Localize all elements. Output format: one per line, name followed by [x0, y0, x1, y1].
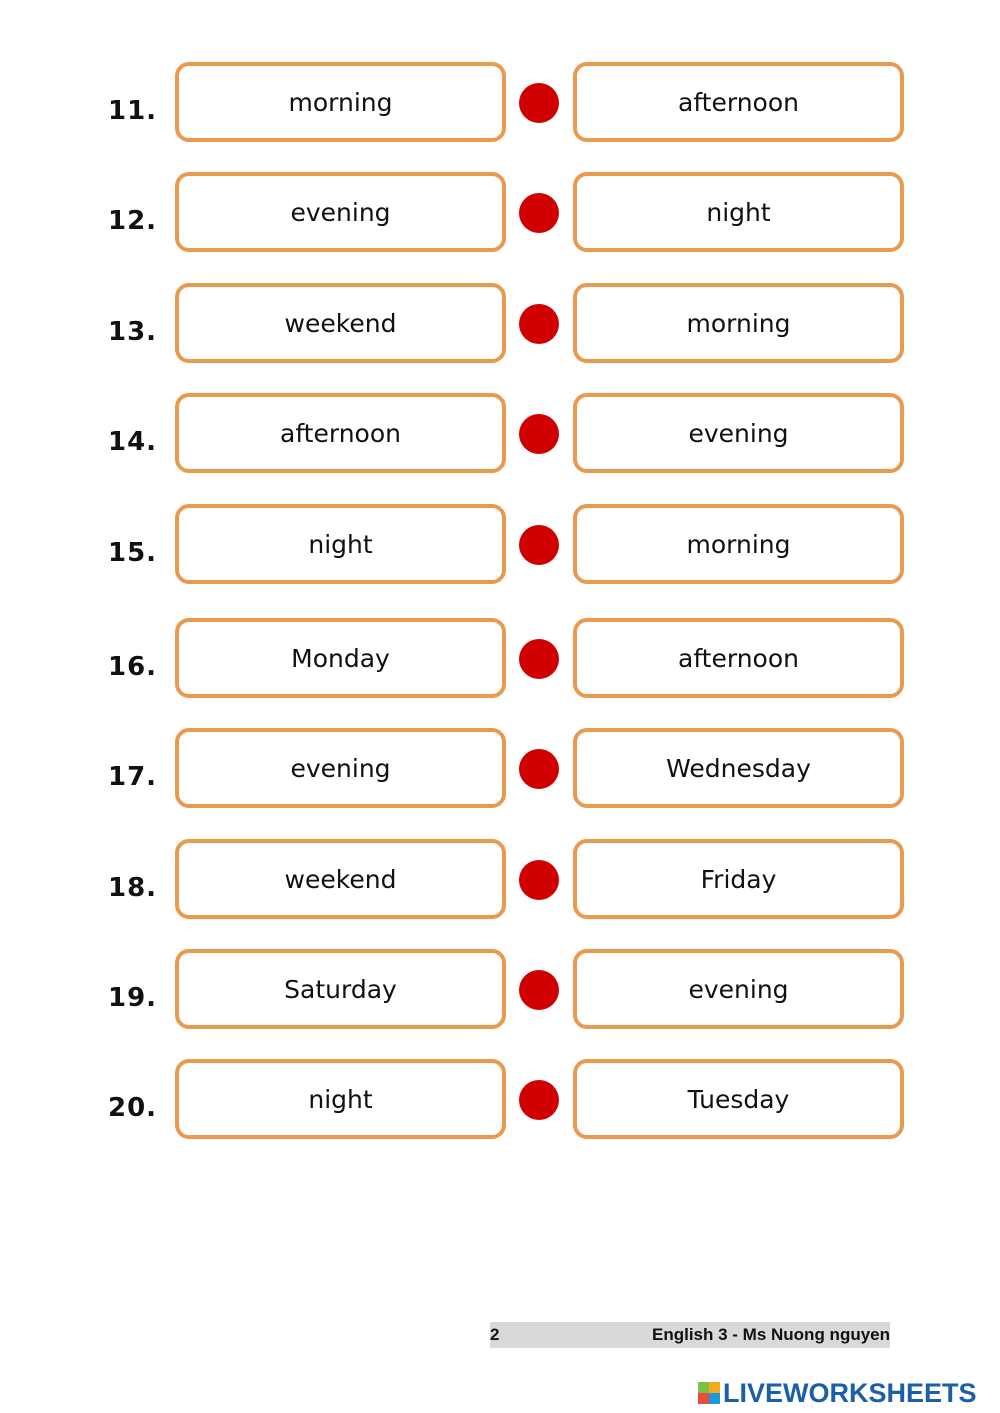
item-number: 15.	[108, 538, 158, 568]
match-row	[0, 504, 1000, 594]
right-word-box[interactable]: Tuesday	[573, 1059, 904, 1139]
match-dot[interactable]	[519, 639, 559, 679]
match-dot[interactable]	[519, 414, 559, 454]
left-word-box[interactable]: evening	[175, 728, 506, 808]
match-dot[interactable]	[519, 525, 559, 565]
left-word-box[interactable]: weekend	[175, 283, 506, 363]
match-row	[0, 839, 1000, 929]
page-number: 2	[490, 1325, 500, 1344]
match-row	[0, 1059, 1000, 1149]
match-row	[0, 393, 1000, 483]
left-word-box[interactable]: morning	[175, 62, 506, 142]
right-word-box[interactable]: afternoon	[573, 618, 904, 698]
right-word-box[interactable]: evening	[573, 949, 904, 1029]
match-dot[interactable]	[519, 749, 559, 789]
left-word-box[interactable]: night	[175, 1059, 506, 1139]
footer-credit: English 3 - Ms Nuong nguyen	[652, 1325, 890, 1344]
match-row	[0, 172, 1000, 262]
item-number: 18.	[108, 873, 158, 903]
item-number: 17.	[108, 762, 158, 792]
page-footer	[490, 1322, 890, 1348]
item-number: 12.	[108, 206, 158, 236]
match-row	[0, 949, 1000, 1039]
match-dot[interactable]	[519, 970, 559, 1010]
match-row	[0, 283, 1000, 373]
left-word-box[interactable]: weekend	[175, 839, 506, 919]
match-row	[0, 618, 1000, 708]
match-dot[interactable]	[519, 1080, 559, 1120]
match-dot[interactable]	[519, 304, 559, 344]
item-number: 20.	[108, 1093, 158, 1123]
item-number: 16.	[108, 652, 158, 682]
left-word-box[interactable]: Monday	[175, 618, 506, 698]
liveworksheets-logo-icon	[698, 1382, 720, 1404]
right-word-box[interactable]: morning	[573, 283, 904, 363]
liveworksheets-brand[interactable]	[698, 1378, 977, 1408]
match-row	[0, 62, 1000, 152]
right-word-box[interactable]: Friday	[573, 839, 904, 919]
item-number: 14.	[108, 427, 158, 457]
item-number: 11.	[108, 96, 158, 126]
right-word-box[interactable]: evening	[573, 393, 904, 473]
item-number: 19.	[108, 983, 158, 1013]
item-number: 13.	[108, 317, 158, 347]
match-dot[interactable]	[519, 83, 559, 123]
left-word-box[interactable]: evening	[175, 172, 506, 252]
right-word-box[interactable]: Wednesday	[573, 728, 904, 808]
match-dot[interactable]	[519, 193, 559, 233]
left-word-box[interactable]: afternoon	[175, 393, 506, 473]
brand-name: LIVEWORKSHEETS	[723, 1377, 977, 1408]
match-dot[interactable]	[519, 860, 559, 900]
left-word-box[interactable]: Saturday	[175, 949, 506, 1029]
right-word-box[interactable]: morning	[573, 504, 904, 584]
left-word-box[interactable]: night	[175, 504, 506, 584]
match-row	[0, 728, 1000, 818]
right-word-box[interactable]: afternoon	[573, 62, 904, 142]
right-word-box[interactable]: night	[573, 172, 904, 252]
